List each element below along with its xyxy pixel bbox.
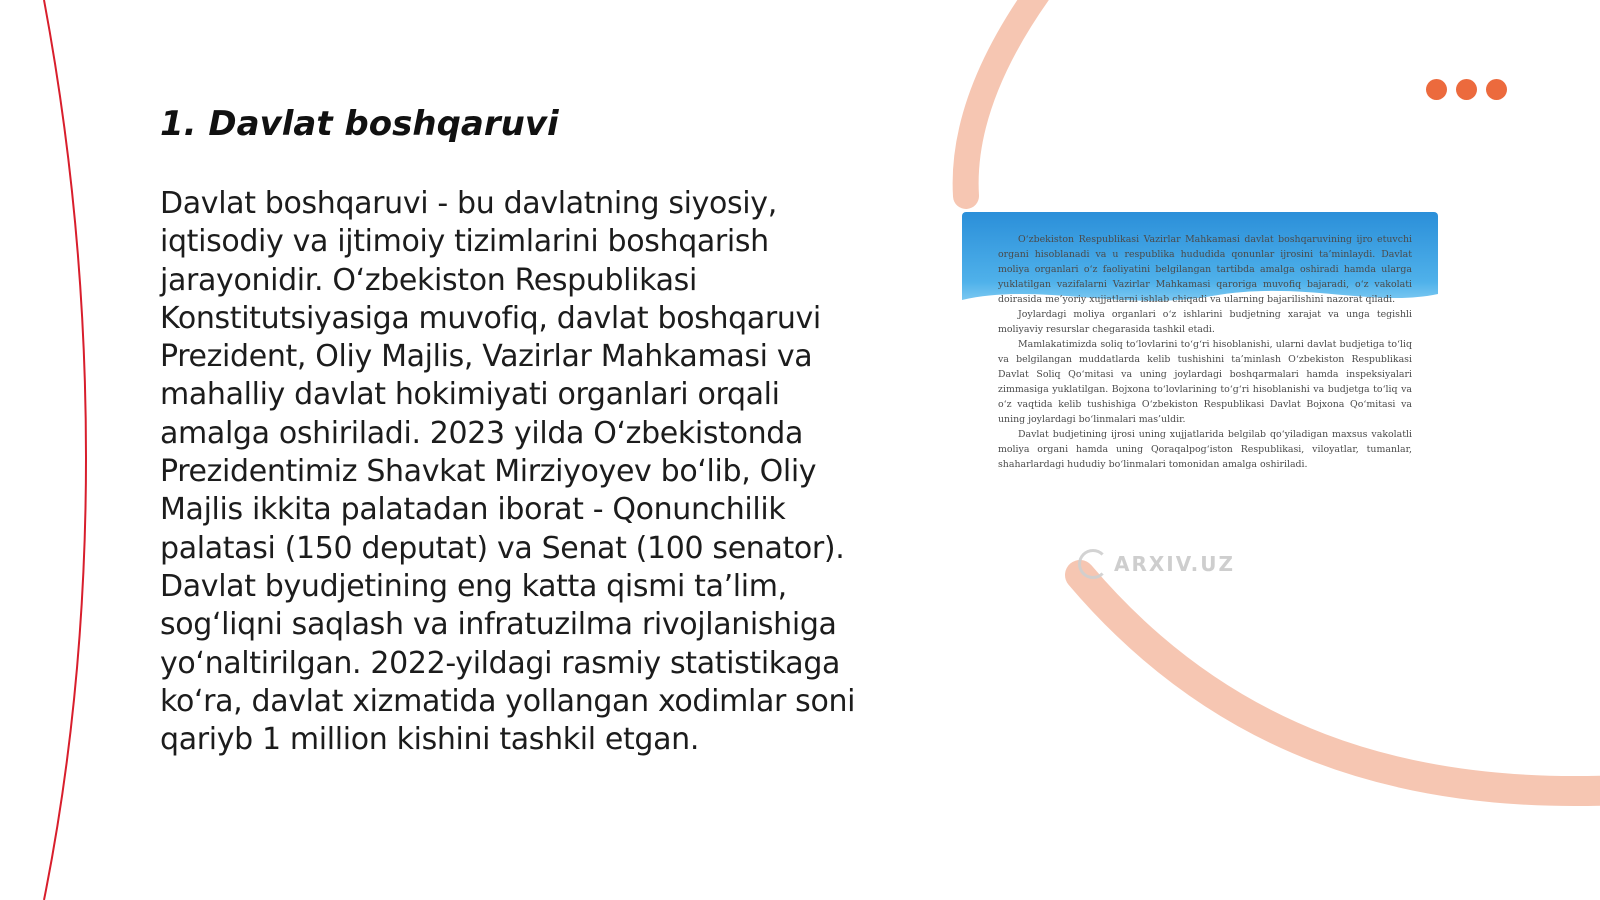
dot (1456, 79, 1477, 100)
dot (1426, 79, 1447, 100)
document-paragraph: Mamlakatimizda soliq to‘lovlarini to‘g‘ri hisoblanishi, ularni davlat budjetiga to‘liq va belgilangan muddatlarda kelib tushishini ta’minlash O‘zbekiston Respublikasi Davlat Soliq Qo‘mitasi va uning joylardagi boshqarmalari hamda inspeksiyalari zimmasiga yuklatilgan. Bojxona to‘lovlarining to‘g‘ri hisoblanishi va budjetga to‘liq va o‘z vaqtida kelib tushishiga O‘zbekiston Respublikasi Davlat Bojxona Qo‘mitasi va uning joylardagi bo‘linmalari mas’uldir. (998, 339, 1412, 425)
left-red-line (44, 0, 86, 900)
bottom-orange-arc (1080, 575, 1600, 791)
top-orange-arc (966, 0, 1040, 196)
slide-title: 1. Davlat boshqaruvi (160, 104, 559, 144)
document-text (998, 232, 1412, 472)
watermark-logo-icon (1078, 549, 1108, 579)
watermark-text: ARXIV.UZ (1114, 552, 1235, 576)
document-paragraph: O‘zbekiston Respublikasi Vazirlar Mahkamasi davlat boshqaruvining ijro etuvchi organi hisoblanadi va u respublika hududida qonunlar ijrosini ta’minlaydi. Davlat moliya organlari o‘z faoliyatini belgilangan tartibda amalga oshiradi hamda ularga yuklatilgan vazifalarni Vazirlar Mahkamasi qaroriga muvofiq bajaradi, o‘z vakolati doirasida me’yoriy xujjatlarni ishlab chiqadi va ularning bajarilishini nazorat qiladi. (998, 234, 1412, 305)
slide-body-text: Davlat boshqaruvi - bu davlatning siyosiy, iqtisodiy va ijtimoiy tizimlarini boshqarish jarayonidir. O‘zbekiston Respublikasi Konstitutsiyasiga muvofiq, davlat boshqaruvi Prezident, Oliy Majlis, Vazirlar Mahkamasi va mahalliy davlat hokimiyati organlari orqali amalga oshiriladi. 2023 yilda O‘zbekistonda Prezidentimiz Shavkat Mirziyoyev bo‘lib, Oliy Majlis ikkita palatadan iborat - Qonunchilik palatasi (150 deputat) va Senat (100 senator). Davlat byudjetining eng katta qismi ta’lim, sog‘liqni saqlash va infratuzilma rivojlanishiga yo‘naltirilgan. 2022-yildagi rasmiy statistikaga ko‘ra, davlat xizmatida yollangan xodimlar soni qariyb 1 million kishini tashkil etgan. (160, 186, 856, 758)
three-dots-icon (1426, 79, 1507, 100)
document-paragraph: Joylardagi moliya organlari o‘z ishlarini budjetning xarajat va unga tegishli moliyaviy resurslar chegarasida tashkil etadi. (998, 309, 1412, 335)
dot (1486, 79, 1507, 100)
document-image (962, 212, 1438, 512)
watermark (1078, 549, 1235, 579)
document-paragraph: Davlat budjetining ijrosi uning xujjatlarida belgilab qo‘yiladigan maxsus vakolatli moliya organi hamda uning Qoraqalpog‘iston Respublikasi, viloyatlar, tumanlar, shaharlardagi hududiy bo‘linmalari tomonidan amalga oshiriladi. (998, 429, 1412, 470)
